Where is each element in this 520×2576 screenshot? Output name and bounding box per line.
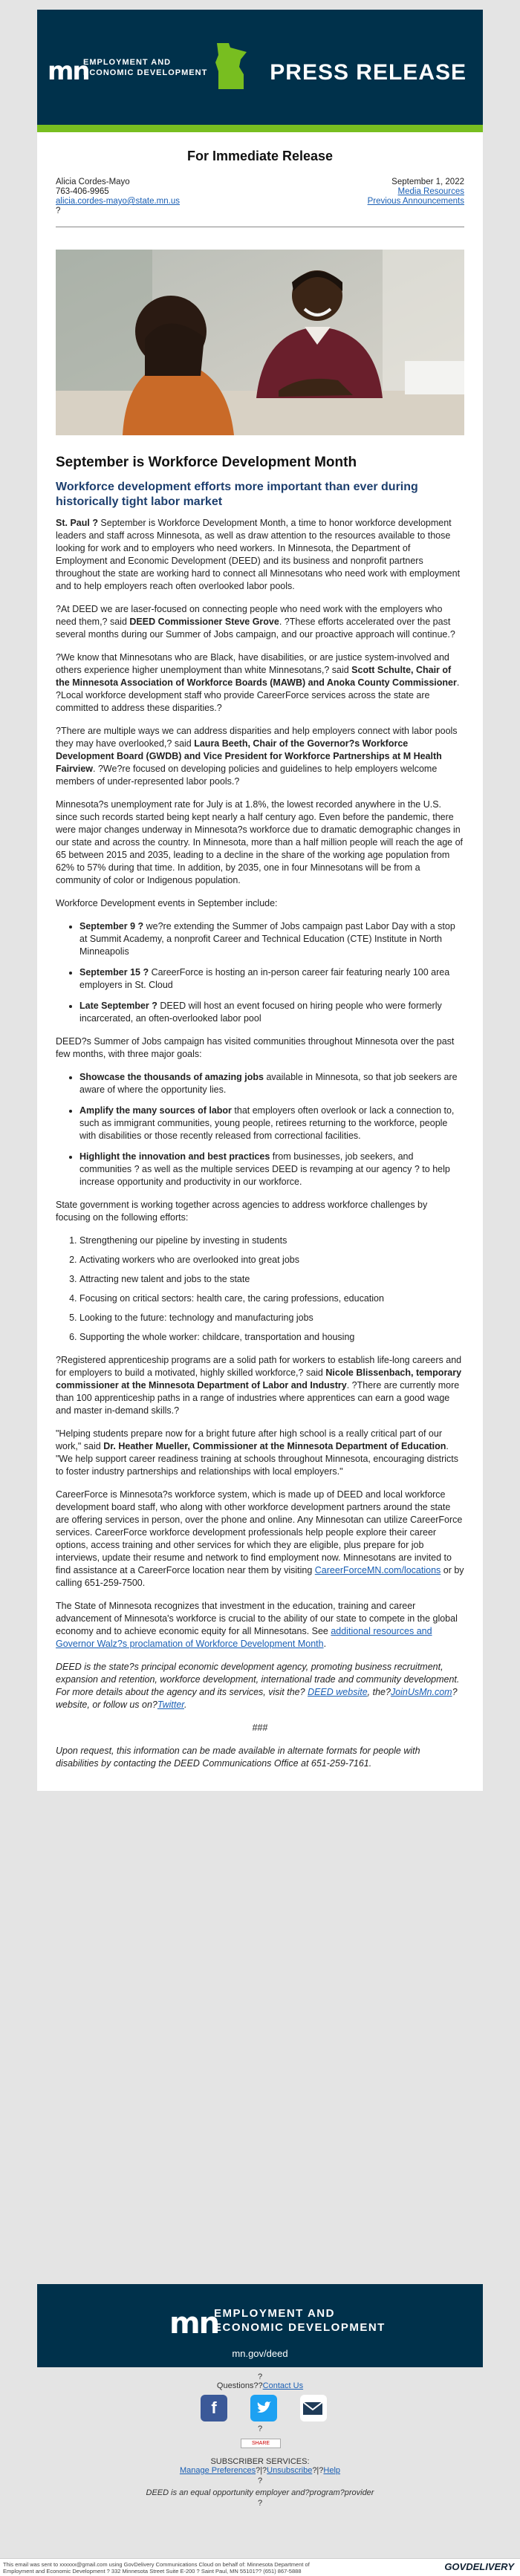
list-item: • Highlight the innovation and best practices from businesses, job seekers, and communities ? as well as the multiple services DEED is revamping at our agency ? to help increase opportunity and productivity in our workforce.: [79, 1151, 464, 1188]
govdelivery-logo: GOVDELIVERY: [444, 2561, 514, 2572]
deed-website-link[interactable]: DEED website: [308, 1687, 368, 1697]
paragraph-beeth-quote: ?There are multiple ways we can address disparities and help employers connect with labor pools they may have overlooked,? said Laura Beeth, Chair of the Governor?s Workforce Development Board (GWDB) and Vice President for Workforce Partnerships at M Health Fairview. ?We?re focused on developing policies and guidelines to help employers welcome members of under-represented labor pools.?: [56, 726, 458, 787]
paragraph-mueller-quote: "Helping students prepare now for a bright future after high school is a really critical part of our work," said Dr. Heather Mueller, Commissioner at the Minnesota Department of Education. "We help support career readiness training at schools throughout Minnesota, encouraging districts to foster industry partnerships and relationships with local employers.": [56, 1428, 459, 1477]
list-item: • Showcase the thousands of amazing jobs available in Minnesota, so that job seekers are aware of where the opportunity lies.: [79, 1071, 464, 1096]
email-icon[interactable]: [300, 2395, 327, 2421]
paragraph-careerforce: CareerForce is Minnesota?s workforce system, which is made up of DEED and local workforce development board staff, who along with other workforce development partners around the state are offering services in person, over the phone and online. Any Minnesotan can utilize CareerForce services. CareerForce workforce development professionals help people explore their career options, access training and other services for which they are eligible, plus prepare for job interviews, update their resume and network to find employment now. Minnesotans are invited to find assistance at a CareerForce location near them by visiting CareerForceMN.com/locations or by calling 651-259-7500.: [56, 1489, 464, 1588]
subscriber-services: SUBSCRIBER SERVICES:: [210, 2457, 310, 2466]
proclamation-link[interactable]: additional resources and Governor Walz?s proclamation of Workforce Development Month: [56, 1626, 432, 1649]
footer-placeholder-1: ?: [257, 2372, 263, 2381]
accessibility-note: Upon request, this information can be made available in alternate formats for people with disabilities by contacting the DEED Communications Office at 651-259-7161.: [56, 1746, 420, 1769]
social-icons: [201, 2395, 327, 2421]
paragraph-intro: St. Paul ? September is Workforce Development Month, a time to honor workforce development leaders and staff across Minnesota, as well as draw attention to the resources available to those looking for work and to employers who need workers. In Minnesota, the Department of Employment and Economic Development (DEED) and its business and nonprofit partners throughout the state are working hard to connect all Minnesotans who need work with employment and to help employers reach often overlooked labor pools.: [56, 518, 461, 591]
green-accent-bar: [37, 125, 483, 132]
article-headline: September is Workforce Development Month: [56, 455, 357, 470]
release-date: September 1, 2022: [391, 178, 464, 186]
deed-logo-mark: mn: [48, 56, 89, 86]
footer-placeholder-2: ?: [257, 2424, 263, 2433]
share-button[interactable]: SHARE: [241, 2439, 281, 2448]
footer-placeholder-3: ?: [257, 2476, 263, 2485]
efforts-list: [56, 1235, 464, 1344]
contact-email-link[interactable]: alicia.cordes-mayo@state.mn.us: [56, 197, 180, 206]
paragraph-blissenbach-quote: ?Registered apprenticeship programs are a solid path for workers to establish life-long careers and for employers to build a motivated, highly skilled workforce,? said Nicole Blissenbach, temporary commissioner at the Minnesota Department of Labor and Industry. ?There are currently more than 100 apprenticeship paths in a range of industries where apprentices can earn a good wage and master in-demand skills.?: [56, 1355, 462, 1416]
contact-block: [56, 178, 464, 216]
careerforce-locations-link[interactable]: CareerForceMN.com/locations: [314, 1565, 441, 1575]
goals-list: [56, 1071, 464, 1188]
list-item: • Late September ? DEED will host an event focused on hiring people who were formerly incarcerated, an often-overlooked labor pool: [79, 1000, 464, 1025]
workplace-interview-photo: [56, 250, 464, 435]
article-content: [37, 149, 483, 1791]
unsubscribe-link[interactable]: Unsubscribe: [267, 2466, 313, 2475]
deed-logo-text: [83, 57, 207, 78]
list-item: 5. Looking to the future: technology and manufacturing jobs: [79, 1312, 464, 1324]
list-item: 4. Focusing on critical sectors: health care, the caring professions, education: [79, 1292, 464, 1305]
events-intro: Workforce Development events in September include:: [56, 898, 278, 908]
logo-line-2: ECONOMIC DEVELOPMENT: [83, 68, 208, 77]
release-meta: [368, 178, 464, 216]
release-title: For Immediate Release: [186, 149, 334, 163]
list-item: 3. Attracting new talent and jobs to the state: [79, 1273, 464, 1286]
equal-opportunity: DEED is an equal opportunity employer and?program?provider: [146, 2488, 374, 2497]
list-item: 6. Supporting the whole worker: childcare, transportation and housing: [79, 1331, 464, 1344]
questions-line: Questions??Contact Us: [216, 2381, 304, 2390]
footer-banner: [37, 2284, 483, 2367]
footer-placeholder-4: ?: [257, 2499, 263, 2508]
contact-info: [56, 178, 180, 216]
govdelivery-bar: [0, 2558, 520, 2576]
article-subhead: Workforce development efforts more important than ever during historically tight labor market: [56, 481, 418, 508]
efforts-intro: State government is working together across agencies to address workforce challenges by focusing on the following efforts:: [56, 1200, 428, 1223]
footer-logo-text: EMPLOYMENT AND ECONOMIC DEVELOPMENT: [214, 2307, 386, 2334]
paragraph-grove-quote: ?At DEED we are laser-focused on connecting people who need work with the employers who need them,? said DEED Commissioner Steve Grove. ?These efforts accelerated over the past several months during our Summer of Jobs campaign, and our proactive approach will continue.?: [56, 604, 455, 640]
contact-extra: ?: [56, 206, 61, 215]
previous-announcements-link[interactable]: Previous Announcements: [367, 197, 464, 206]
logo-line-1: EMPLOYMENT AND: [83, 58, 172, 67]
email-card: [37, 10, 483, 1791]
twitter-icon[interactable]: [250, 2395, 277, 2421]
contact-us-link[interactable]: Contact Us: [262, 2381, 304, 2390]
twitter-link[interactable]: Twitter: [157, 1700, 184, 1710]
list-item: 1. Strengthening our pipeline by investing in students: [79, 1235, 464, 1247]
press-release-title: PRESS RELEASE: [270, 60, 467, 85]
header-banner: [37, 10, 483, 125]
about-deed: DEED is the state?s principal economic development agency, promoting business recruitment, expansion and retention, workforce development, international trade and community development. For more details about the agency and its services, visit the? DEED website, the?JoinUsMn.com?website, or follow us on?Twitter.: [56, 1662, 460, 1710]
goals-intro: DEED?s Summer of Jobs campaign has visited communities throughout Minnesota over the past few months, with three major goals:: [56, 1036, 455, 1059]
paragraph-schulte-quote: ?We know that Minnesotans who are Black, have disabilities, or are justice system-involved and others experience higher unemployment than white Minnesotans,? said Scott Schulte, Chair of the Minnesota Association of Workforce Boards (MAWB) and Anoka County Commissioner. ?Local workforce development staff who provide CareerForce services across the state are committed to address these disparities.?: [56, 652, 460, 713]
help-link[interactable]: Help: [323, 2466, 341, 2475]
list-item: • Amplify the many sources of labor that employers often overlook or lack a connection to, such as immigrant communities, young people, retirees returning to the workforce, people with disabilities or those recently released from correctional facilities.: [79, 1105, 464, 1142]
media-resources-link[interactable]: Media Resources: [397, 187, 464, 196]
list-item: • September 9 ? we?re extending the Summer of Jobs campaign past Labor Day with a stop at Summit Academy, a nonprofit Career and Technical Education (CTE) Institute in North Minneapolis: [79, 920, 464, 958]
list-item: • September 15 ? CareerForce is hosting an in-person career fair featuring nearly 100 area employers in St. Cloud: [79, 966, 464, 992]
dateline: St. Paul ?: [56, 518, 98, 528]
joinusmn-link[interactable]: JoinUsMn.com: [390, 1687, 452, 1697]
minnesota-state-icon: [214, 42, 250, 91]
facebook-icon[interactable]: f: [201, 2395, 227, 2421]
footer-url: mn.gov/deed: [232, 2348, 288, 2359]
contact-name: Alicia Cordes-Mayo: [56, 178, 130, 186]
events-list: [56, 920, 464, 1025]
subscriber-links: Manage Preferences?|?Unsubscribe?|?Help: [179, 2466, 341, 2475]
contact-phone: 763-406-9965: [56, 187, 109, 196]
paragraph-unemployment: Minnesota?s unemployment rate for July is at 1.8%, the lowest recorded anywhere in the U.S. since such records started being kept nearly a half century ago. Even before the pandemic, there were major changes underway in Minnesota?s workforce due to dramatic demographic changes in our state and across the country. In Minnesota, more than a half million people will reach the age of 65 between 2015 and 2035, leading to a decline in the share of the working age population from 62% to 57% during that time. In addition, by 2035, one in four Minnesotans will be from a community of color or Indigenous population.: [56, 799, 463, 885]
list-item: 2. Activating workers who are overlooked into great jobs: [79, 1254, 464, 1266]
paragraph-investment: The State of Minnesota recognizes that investment in the education, training and career advancement of Minnesota's workforce is crucial to the ability of our state to compete in the global economy and to achieve economic equity for all Minnesotans. See additional resources and Governor Walz?s proclamation of Workforce Development Month.: [56, 1601, 458, 1649]
manage-preferences-link[interactable]: Manage Preferences: [179, 2466, 256, 2475]
sent-info: This email was sent to xxxxxx@gmail.com using GovDelivery Communications Cloud on behalf of: Minnesota Department of Employment and Economic Development ? 332 Minnesota Street Suite E-200 ? Saint Paul, MN 55101?? (651) 867-5888: [3, 2561, 310, 2575]
separator: ###: [252, 1723, 268, 1733]
footer-logo-mark: mn: [169, 2306, 219, 2341]
